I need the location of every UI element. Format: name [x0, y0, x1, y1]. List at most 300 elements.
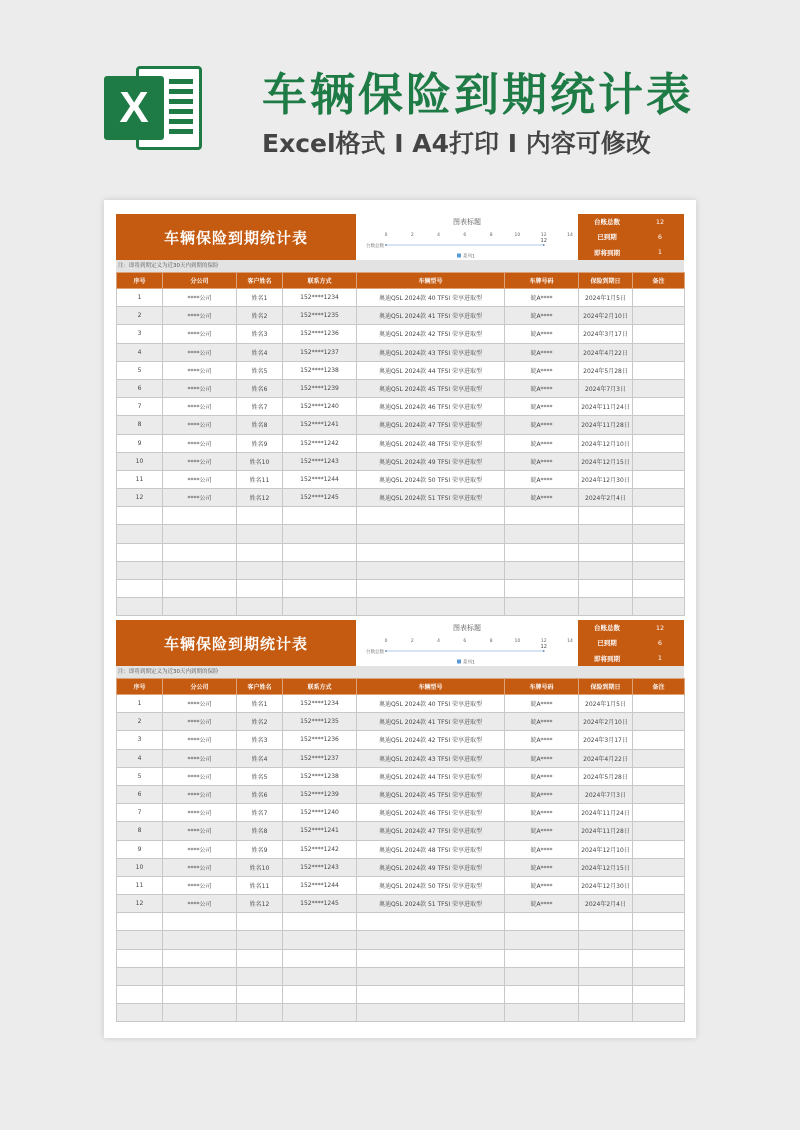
table-cell: ****公司	[163, 325, 237, 343]
table-cell	[163, 913, 237, 931]
table-cell: 奥迪Q5L 2024款 46 TFSI 荣享进取型	[357, 398, 505, 416]
table-cell	[283, 913, 357, 931]
table-cell: 9	[117, 840, 163, 858]
table-row	[117, 785, 685, 803]
table-cell	[505, 986, 579, 1004]
table-cell: 1	[117, 289, 163, 307]
table-cell: 奥迪Q5L 2024款 50 TFSI 荣享进取型	[357, 470, 505, 488]
table-cell: 2024年12月10日	[579, 840, 633, 858]
table-cell: 奥迪Q5L 2024款 45 TFSI 荣享进取型	[357, 379, 505, 397]
table-cell	[163, 931, 237, 949]
table-cell: 姓名9	[237, 840, 283, 858]
table-cell: 152****1245	[283, 895, 357, 913]
table-cell: 2024年11月24日	[579, 804, 633, 822]
table-cell: 2024年3月17日	[579, 325, 633, 343]
table-cell: ****公司	[163, 804, 237, 822]
table-cell: 皖A****	[505, 876, 579, 894]
table-cell	[117, 507, 163, 525]
chart-tick-label: 2	[410, 233, 414, 238]
table-cell: 152****1244	[283, 876, 357, 894]
table-row	[117, 307, 685, 325]
table-cell	[283, 561, 357, 579]
stats-panel	[578, 214, 684, 260]
table-cell: ****公司	[163, 858, 237, 876]
table-cell	[633, 731, 685, 749]
table-cell: 11	[117, 470, 163, 488]
table-cell	[633, 489, 685, 507]
table-cell	[117, 525, 163, 543]
table-cell	[283, 931, 357, 949]
table-cell	[163, 598, 237, 616]
table-cell: 9	[117, 434, 163, 452]
table-cell: ****公司	[163, 822, 237, 840]
table-cell: 152****1243	[283, 858, 357, 876]
table-cell	[633, 822, 685, 840]
table-cell: 奥迪Q5L 2024款 51 TFSI 荣享进取型	[357, 895, 505, 913]
table-row	[117, 967, 685, 985]
table-cell	[283, 1004, 357, 1022]
table-cell: ****公司	[163, 749, 237, 767]
table-cell	[117, 598, 163, 616]
table-cell	[283, 949, 357, 967]
chart-tick-label: 14	[567, 233, 573, 238]
chart-legend-marker	[457, 660, 461, 664]
table-cell: 3	[117, 731, 163, 749]
table-cell: 皖A****	[505, 858, 579, 876]
table-cell: 皖A****	[505, 398, 579, 416]
table-cell	[579, 543, 633, 561]
sheet-block-1	[116, 214, 684, 620]
table-cell	[505, 543, 579, 561]
table-cell	[237, 913, 283, 931]
table-cell: 姓名9	[237, 434, 283, 452]
table-cell: 姓名2	[237, 307, 283, 325]
table-cell: 2024年4月22日	[579, 749, 633, 767]
note-text: 注：即将到期定义为近30天内到期的保险	[116, 260, 684, 272]
stat-label: 台账总数	[594, 218, 620, 227]
sheet-title: 车辆保险到期统计表	[116, 214, 356, 260]
table-cell: ****公司	[163, 840, 237, 858]
table-cell: 奥迪Q5L 2024款 41 TFSI 荣享进取型	[357, 713, 505, 731]
sheet-title: 车辆保险到期统计表	[116, 620, 356, 666]
table-cell	[357, 580, 505, 598]
table-cell	[633, 913, 685, 931]
table-cell: 皖A****	[505, 379, 579, 397]
table-cell: ****公司	[163, 767, 237, 785]
table-cell	[163, 986, 237, 1004]
table-cell	[357, 931, 505, 949]
stat-label: 已到期	[597, 233, 617, 242]
stat-row	[578, 635, 684, 650]
table-cell	[633, 767, 685, 785]
table-cell: 2024年2月4日	[579, 489, 633, 507]
table-cell	[505, 525, 579, 543]
column-header: 联系方式	[283, 679, 357, 695]
chart-data-label: 12	[540, 238, 547, 244]
table-cell	[633, 749, 685, 767]
table-cell: ****公司	[163, 361, 237, 379]
table-cell	[237, 1004, 283, 1022]
chart-point	[543, 650, 545, 652]
table-row	[117, 858, 685, 876]
table-cell	[357, 986, 505, 1004]
table-cell: 奥迪Q5L 2024款 44 TFSI 荣享进取型	[357, 767, 505, 785]
table-cell: 152****1239	[283, 379, 357, 397]
table-cell	[117, 931, 163, 949]
table-cell	[117, 561, 163, 579]
table-cell	[633, 561, 685, 579]
table-cell: 4	[117, 749, 163, 767]
table-cell: 姓名10	[237, 452, 283, 470]
table-cell	[357, 913, 505, 931]
table-cell: 152****1240	[283, 398, 357, 416]
table-cell: 152****1236	[283, 731, 357, 749]
table-cell: 姓名4	[237, 749, 283, 767]
table-cell: 152****1238	[283, 767, 357, 785]
table-cell: 姓名7	[237, 398, 283, 416]
table-cell: 2024年7月3日	[579, 785, 633, 803]
chart-tick-label: 6	[463, 233, 467, 238]
table-cell: 2	[117, 307, 163, 325]
table-cell	[357, 598, 505, 616]
column-header: 车牌号码	[505, 679, 579, 695]
table-row	[117, 343, 685, 361]
table-cell: 姓名1	[237, 695, 283, 713]
table-cell: 奥迪Q5L 2024款 42 TFSI 荣享进取型	[357, 325, 505, 343]
table-cell	[117, 949, 163, 967]
table-cell	[633, 343, 685, 361]
table-cell	[633, 525, 685, 543]
table-cell: 2	[117, 713, 163, 731]
table-row	[117, 580, 685, 598]
table-cell: 奥迪Q5L 2024款 47 TFSI 荣享进取型	[357, 416, 505, 434]
page-title: 车辆保险到期统计表	[262, 68, 695, 121]
table-cell: 2024年2月10日	[579, 307, 633, 325]
chart-tick-label: 10	[514, 233, 521, 238]
table-cell: 152****1242	[283, 434, 357, 452]
table-cell: 姓名11	[237, 876, 283, 894]
table-cell: ****公司	[163, 434, 237, 452]
column-header: 车辆型号	[357, 679, 505, 695]
table-cell: 姓名11	[237, 470, 283, 488]
table-cell	[633, 895, 685, 913]
table-cell: 皖A****	[505, 343, 579, 361]
table-row	[117, 470, 685, 488]
table-cell	[237, 598, 283, 616]
table-cell: ****公司	[163, 895, 237, 913]
table-cell: 2024年2月4日	[579, 895, 633, 913]
table-cell	[633, 289, 685, 307]
table-row	[117, 325, 685, 343]
table-cell	[633, 507, 685, 525]
table-cell	[357, 525, 505, 543]
table-cell: 奥迪Q5L 2024款 49 TFSI 荣享进取型	[357, 452, 505, 470]
table-cell: 皖A****	[505, 307, 579, 325]
table-row	[117, 434, 685, 452]
table-cell: 4	[117, 343, 163, 361]
stat-row	[578, 651, 684, 666]
table-cell: 2024年12月15日	[579, 858, 633, 876]
column-header: 客户姓名	[237, 273, 283, 289]
table-cell: 姓名12	[237, 489, 283, 507]
table-cell	[117, 913, 163, 931]
table-row	[117, 507, 685, 525]
table-cell: 2024年12月15日	[579, 452, 633, 470]
column-header: 序号	[117, 273, 163, 289]
table-cell: 3	[117, 325, 163, 343]
table-cell: 奥迪Q5L 2024款 49 TFSI 荣享进取型	[357, 858, 505, 876]
table-cell: ****公司	[163, 379, 237, 397]
stat-row	[578, 245, 684, 260]
chart-point	[385, 650, 387, 652]
table-row	[117, 804, 685, 822]
chart-tick-label: 4	[437, 233, 441, 238]
table-cell	[505, 507, 579, 525]
table-cell	[237, 580, 283, 598]
insurance-table	[116, 678, 685, 1022]
table-cell	[633, 361, 685, 379]
table-cell: 奥迪Q5L 2024款 46 TFSI 荣享进取型	[357, 804, 505, 822]
table-row	[117, 731, 685, 749]
table-cell: ****公司	[163, 307, 237, 325]
table-cell	[117, 1004, 163, 1022]
table-cell: 152****1241	[283, 822, 357, 840]
table-cell	[505, 598, 579, 616]
table-cell	[633, 858, 685, 876]
table-row	[117, 398, 685, 416]
chart-point	[385, 244, 387, 246]
table-cell: 2024年11月24日	[579, 398, 633, 416]
table-cell	[505, 967, 579, 985]
table-cell	[633, 713, 685, 731]
table-cell: 皖A****	[505, 785, 579, 803]
table-cell: ****公司	[163, 876, 237, 894]
column-header: 备注	[633, 273, 685, 289]
table-cell: 皖A****	[505, 895, 579, 913]
table-cell: 奥迪Q5L 2024款 43 TFSI 荣享进取型	[357, 749, 505, 767]
table-cell	[357, 507, 505, 525]
table-cell	[163, 949, 237, 967]
chart-tick-label: 6	[463, 639, 467, 644]
table-cell: 奥迪Q5L 2024款 48 TFSI 荣享进取型	[357, 840, 505, 858]
table-cell: 2024年7月3日	[579, 379, 633, 397]
insurance-table	[116, 272, 685, 616]
table-cell: 7	[117, 804, 163, 822]
table-cell	[505, 580, 579, 598]
table-cell	[357, 967, 505, 985]
table-cell	[117, 986, 163, 1004]
table-row	[117, 489, 685, 507]
table-cell: 奥迪Q5L 2024款 45 TFSI 荣享进取型	[357, 785, 505, 803]
table-cell	[579, 561, 633, 579]
table-cell	[633, 949, 685, 967]
table-cell	[505, 913, 579, 931]
table-cell: 1	[117, 695, 163, 713]
table-row	[117, 931, 685, 949]
table-cell: 皖A****	[505, 749, 579, 767]
table-cell	[163, 967, 237, 985]
column-header: 联系方式	[283, 273, 357, 289]
stat-value: 12	[655, 623, 665, 632]
table-cell	[163, 580, 237, 598]
table-cell	[237, 986, 283, 1004]
table-cell: 奥迪Q5L 2024款 47 TFSI 荣享进取型	[357, 822, 505, 840]
table-cell	[579, 507, 633, 525]
table-cell	[357, 949, 505, 967]
table-cell: 姓名1	[237, 289, 283, 307]
chart-tick-label: 14	[567, 639, 573, 644]
table-cell: 皖A****	[505, 289, 579, 307]
table-cell: ****公司	[163, 452, 237, 470]
table-cell: 皖A****	[505, 489, 579, 507]
table-cell: 姓名10	[237, 858, 283, 876]
table-cell: 2024年5月28日	[579, 767, 633, 785]
table-cell	[505, 561, 579, 579]
table-cell	[579, 931, 633, 949]
table-cell: 6	[117, 785, 163, 803]
chart-tick-label: 8	[489, 639, 493, 644]
table-row	[117, 361, 685, 379]
table-cell: 152****1240	[283, 804, 357, 822]
table-cell: ****公司	[163, 489, 237, 507]
table-cell: 152****1245	[283, 489, 357, 507]
table-cell: ****公司	[163, 470, 237, 488]
stats-panel	[578, 620, 684, 666]
table-cell: 姓名12	[237, 895, 283, 913]
table-cell: 7	[117, 398, 163, 416]
table-cell	[579, 598, 633, 616]
table-cell: 2024年12月30日	[579, 876, 633, 894]
table-cell	[237, 949, 283, 967]
table-cell	[283, 580, 357, 598]
table-cell	[505, 931, 579, 949]
stat-row	[578, 214, 684, 229]
table-cell: 奥迪Q5L 2024款 44 TFSI 荣享进取型	[357, 361, 505, 379]
chart-svg	[356, 620, 578, 666]
table-cell: 2024年12月30日	[579, 470, 633, 488]
chart-tick-label: 0	[384, 639, 388, 644]
table-cell	[237, 543, 283, 561]
table-cell	[283, 507, 357, 525]
table-cell: 5	[117, 767, 163, 785]
table-row	[117, 986, 685, 1004]
table-cell: ****公司	[163, 731, 237, 749]
table-cell: 皖A****	[505, 695, 579, 713]
table-cell	[633, 695, 685, 713]
table-cell: ****公司	[163, 343, 237, 361]
column-header: 车辆型号	[357, 273, 505, 289]
table-cell: 皖A****	[505, 325, 579, 343]
table-cell	[117, 580, 163, 598]
table-row	[117, 895, 685, 913]
table-cell	[237, 561, 283, 579]
column-header: 备注	[633, 679, 685, 695]
table-cell: 皖A****	[505, 731, 579, 749]
table-cell: ****公司	[163, 695, 237, 713]
table-cell: 姓名3	[237, 731, 283, 749]
table-cell	[163, 543, 237, 561]
table-row	[117, 767, 685, 785]
column-header: 分公司	[163, 273, 237, 289]
table-cell: 11	[117, 876, 163, 894]
table-cell	[579, 967, 633, 985]
table-cell	[633, 1004, 685, 1022]
excel-logo-icon	[104, 62, 204, 154]
table-cell	[633, 840, 685, 858]
table-cell: 12	[117, 489, 163, 507]
table-cell: 2024年1月5日	[579, 289, 633, 307]
table-cell	[633, 986, 685, 1004]
column-header: 保险到期日	[579, 679, 633, 695]
chart-legend-marker	[457, 254, 461, 258]
table-cell: ****公司	[163, 785, 237, 803]
table-cell: 2024年12月10日	[579, 434, 633, 452]
table-cell	[163, 1004, 237, 1022]
table-cell	[633, 598, 685, 616]
table-row	[117, 949, 685, 967]
table-cell	[633, 416, 685, 434]
table-cell	[579, 525, 633, 543]
table-row	[117, 840, 685, 858]
stat-label: 即将到期	[594, 248, 620, 257]
table-cell: ****公司	[163, 398, 237, 416]
table-cell	[633, 804, 685, 822]
chart-title: 图表标题	[453, 624, 481, 632]
table-cell: 奥迪Q5L 2024款 41 TFSI 荣享进取型	[357, 307, 505, 325]
stat-label: 已到期	[597, 639, 617, 648]
table-cell: 姓名2	[237, 713, 283, 731]
table-cell: 奥迪Q5L 2024款 51 TFSI 荣享进取型	[357, 489, 505, 507]
table-cell	[579, 986, 633, 1004]
chart-category-label: 台数总数	[366, 650, 384, 655]
page-subtitle: Excel格式 I A4打印 I 内容可修改	[262, 129, 651, 158]
table-cell: 10	[117, 452, 163, 470]
table-cell: 152****1235	[283, 713, 357, 731]
table-row	[117, 822, 685, 840]
table-cell: 皖A****	[505, 434, 579, 452]
table-cell: 皖A****	[505, 822, 579, 840]
table-cell	[163, 507, 237, 525]
table-cell: 姓名7	[237, 804, 283, 822]
stat-value: 12	[655, 217, 665, 226]
table-cell	[357, 561, 505, 579]
table-cell: 152****1238	[283, 361, 357, 379]
table-cell: 皖A****	[505, 840, 579, 858]
chart-title: 图表标题	[453, 218, 481, 226]
table-cell: 奥迪Q5L 2024款 40 TFSI 荣享进取型	[357, 289, 505, 307]
stat-row	[578, 620, 684, 635]
table-cell: 5	[117, 361, 163, 379]
chart-tick-label: 2	[410, 639, 414, 644]
table-cell	[283, 543, 357, 561]
table-cell: 8	[117, 822, 163, 840]
table-cell: 152****1236	[283, 325, 357, 343]
table-cell: ****公司	[163, 713, 237, 731]
stat-label: 即将到期	[594, 654, 620, 663]
table-row	[117, 561, 685, 579]
table-cell: 152****1244	[283, 470, 357, 488]
table-cell: ****公司	[163, 289, 237, 307]
table-row	[117, 598, 685, 616]
table-cell	[117, 967, 163, 985]
table-cell	[237, 507, 283, 525]
table-row	[117, 695, 685, 713]
table-cell: 10	[117, 858, 163, 876]
chart	[356, 620, 578, 666]
table-cell: 奥迪Q5L 2024款 42 TFSI 荣享进取型	[357, 731, 505, 749]
sheet-paper	[104, 200, 696, 1038]
table-cell	[117, 543, 163, 561]
